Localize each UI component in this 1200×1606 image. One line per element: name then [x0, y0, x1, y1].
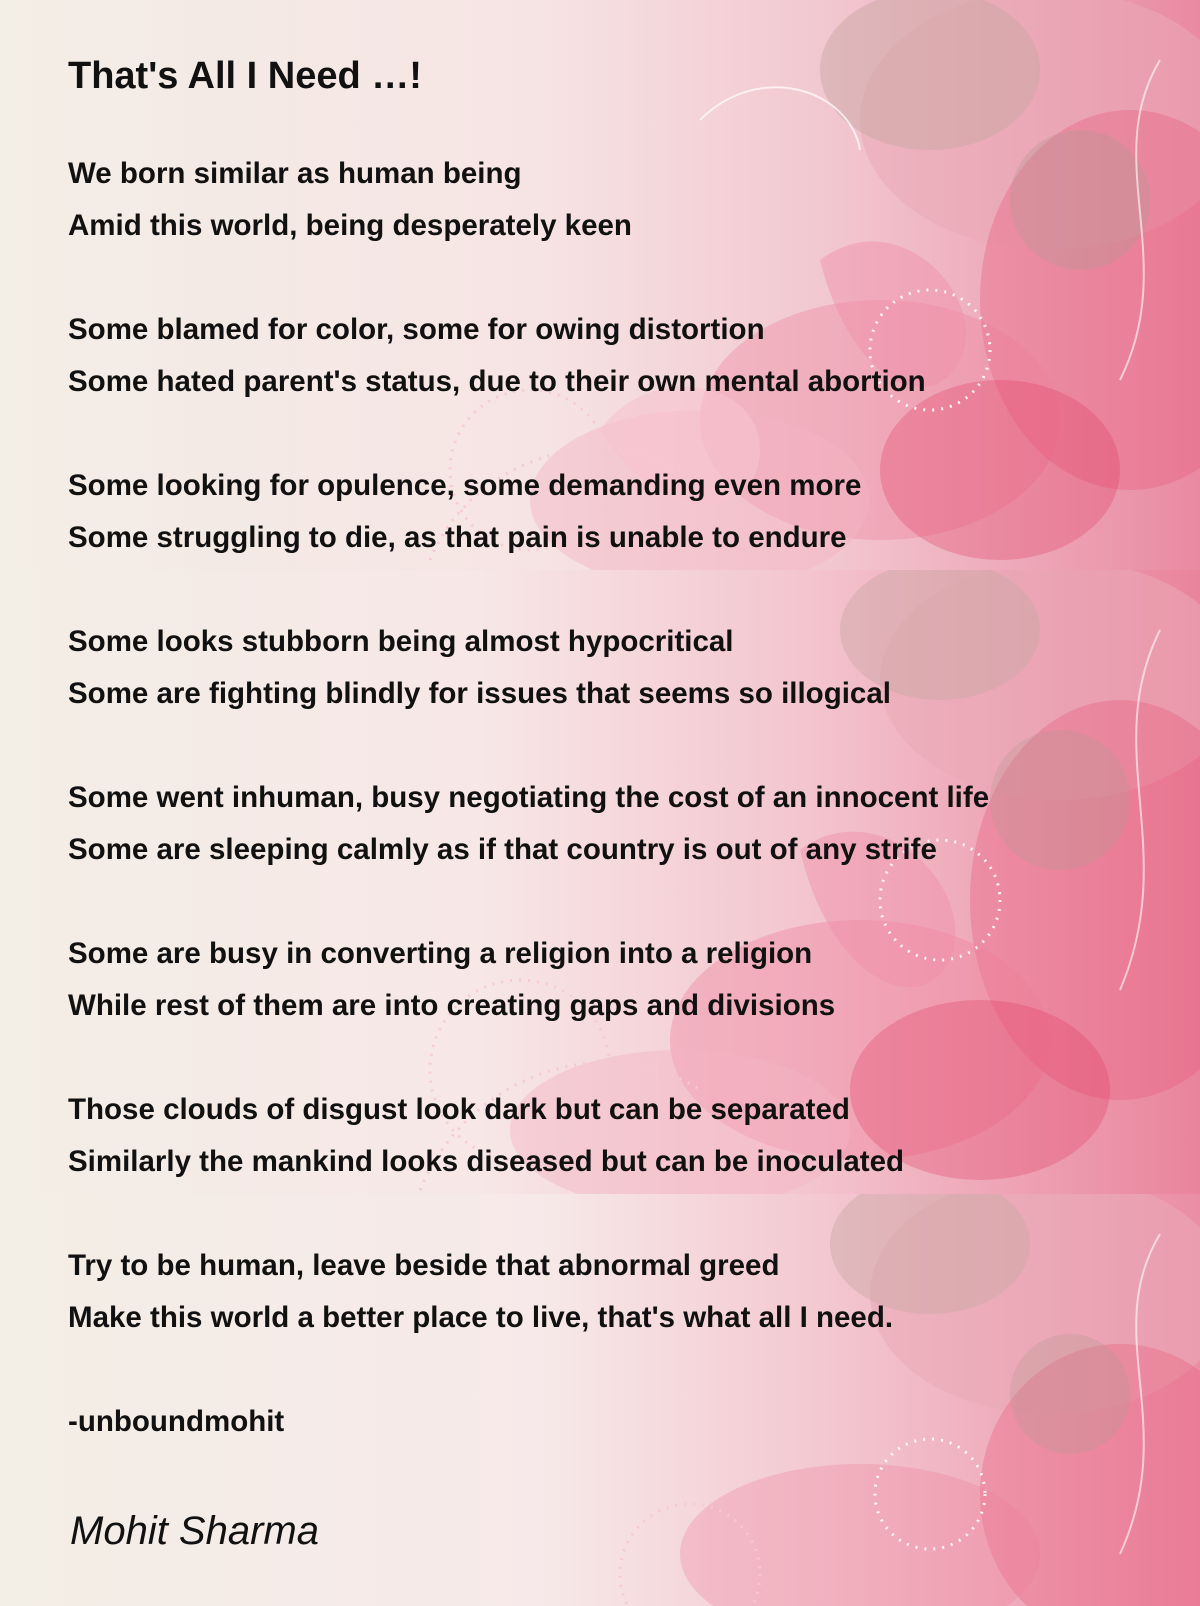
poem-signature: -unboundmohit: [68, 1405, 285, 1438]
poem-line: Amid this world, being desperately keen: [68, 209, 632, 242]
poem-title: That's All I Need …!: [68, 55, 422, 97]
stanza-1: [68, 148, 1178, 252]
poem-line: Some went inhuman, busy negotiating the cost of an innocent life: [68, 781, 990, 814]
poem-line: Some are fighting blindly for issues that seems so illogical: [68, 677, 891, 710]
poem-line: Try to be human, leave beside that abnormal greed: [68, 1249, 780, 1282]
stanza-4: [68, 616, 1178, 720]
poem-line: While rest of them are into creating gaps and divisions: [68, 989, 836, 1022]
poem-line: Those clouds of disgust look dark but can be separated: [68, 1093, 850, 1126]
poem-line: Some looks stubborn being almost hypocritical: [68, 625, 734, 658]
stanza-3: [68, 460, 1178, 564]
stanza-6: [68, 928, 1178, 1032]
stanza-2: [68, 304, 1178, 408]
poem-line: Some are busy in converting a religion into a religion: [68, 937, 813, 970]
poem-line: Make this world a better place to live, that's what all I need.: [68, 1301, 894, 1334]
poem-line: Similarly the mankind looks diseased but can be inoculated: [68, 1145, 905, 1178]
author-name: Mohit Sharma: [70, 1509, 319, 1553]
stanza-5: [68, 772, 1178, 876]
poem-line: Some are sleeping calmly as if that country is out of any strife: [68, 833, 937, 866]
poem-line: Some struggling to die, as that pain is unable to endure: [68, 521, 847, 554]
poem-line: Some looking for opulence, some demanding even more: [68, 469, 862, 502]
poem-line: Some hated parent's status, due to their own mental abortion: [68, 365, 926, 398]
stanza-7: [68, 1084, 1178, 1188]
poem-body: [68, 148, 1178, 1448]
stanza-8: [68, 1240, 1178, 1344]
poem-line: Some blamed for color, some for owing distortion: [68, 313, 765, 346]
poem-line: We born similar as human being: [68, 157, 522, 190]
